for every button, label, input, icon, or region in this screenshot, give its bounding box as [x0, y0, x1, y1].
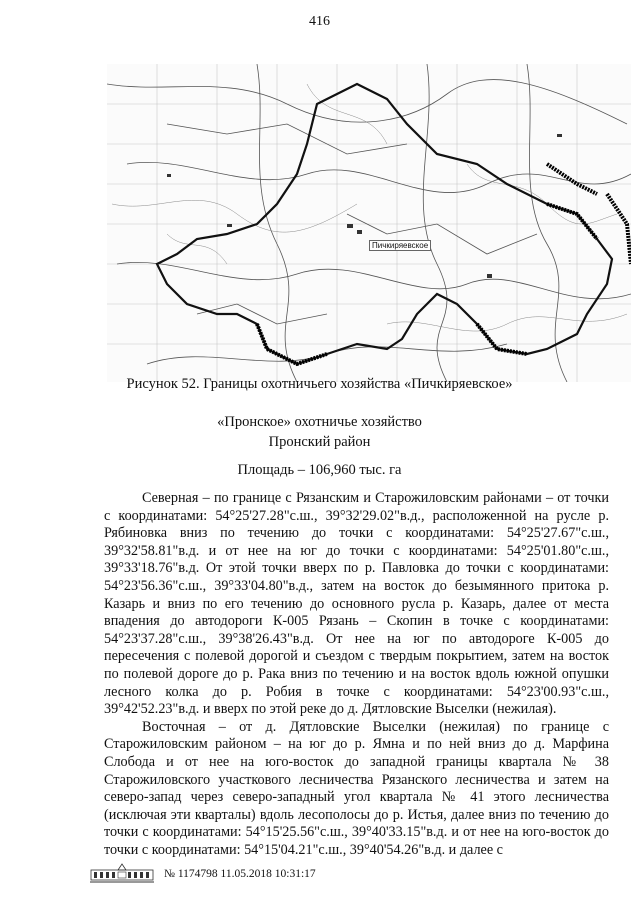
- paragraph-east: Восточная – от д. Дятловские Выселки (нежилая) по границе с Старожиловским районом – на юг до р. Ямна и по ней вниз до д. Марфина Слобода и от нее на юго-восток до западной границы квартала № 38 Старожиловского участкового лесничества Рязанского лесничества и затем на северо-запад через северо-западный угол квартала № 41 этого лесничества (исключая эти кварталы) вдоль лесополосы до р. Истья, далее вниз по течению до точки с координатами: 54°15'25.56"с.ш., 39°40'33.15"в.д. и от нее на юго-восток до точки с координатами: 54°15'04.21"с.ш., 39°40'54.26"в.д. и далее с: [104, 718, 609, 858]
- map-label: Пичкиряевское: [369, 240, 431, 251]
- paragraph-north: Северная – по границе с Рязанским и Старожиловским районами – от точки с координатами: 54°25'27.28"с.ш., 39°32'29.02"в.д., расположенной на русле р. Рябиновка вниз по течению до точки с координатами: 54°25'27.67"с.ш., 39°32'58.81"в.д. и от нее на юг до точки с координатами: 54°25'01.80"с.ш., 39°33'18.76"в.д. От этой точки вверх по р. Павловка до точки с координатами: 54°23'56.36"с.ш., 39°33'04.80"в.д., затем на восток до безымянного притока р. Казарь и вниз по его течению до основного русла р. Казарь, далее от места впадения до автодороги К-005 Рязань – Скопин в точке с координатами: 54°23'37.28"с.ш., 39°38'26.43"в.д. От нее на юг по автодороге К-005 до пересечения с полевой дорогой и съездом с твердым покрытием, затем на восток по полевой дороге до р. Рака вниз по течению и на восток вдоль южной опушки лесного колка до р. Робия в точке с координатами: 54°23'00.93"с.ш., 39°42'52.23"в.д. и вверх по этой реке до д. Дятловские Выселки (нежилая).: [104, 490, 609, 718]
- map-drawing: [107, 64, 631, 382]
- document-registration: № 1174798 11.05.2018 10:31:17: [164, 868, 316, 880]
- hunting-ground-map: [107, 64, 631, 382]
- section-title: «Пронское» охотничье хозяйство: [217, 414, 422, 430]
- figure-caption: Рисунок 52. Границы охотничьего хозяйства «Пичкиряевское»: [126, 376, 513, 392]
- section-district: Пронский район: [268, 434, 371, 450]
- body-text: [104, 490, 609, 859]
- document-footer: [90, 862, 450, 886]
- government-emblem-icon: [90, 862, 154, 884]
- section-area: Площадь – 106,960 тыс. га: [237, 462, 402, 478]
- page-number: 416: [309, 14, 330, 29]
